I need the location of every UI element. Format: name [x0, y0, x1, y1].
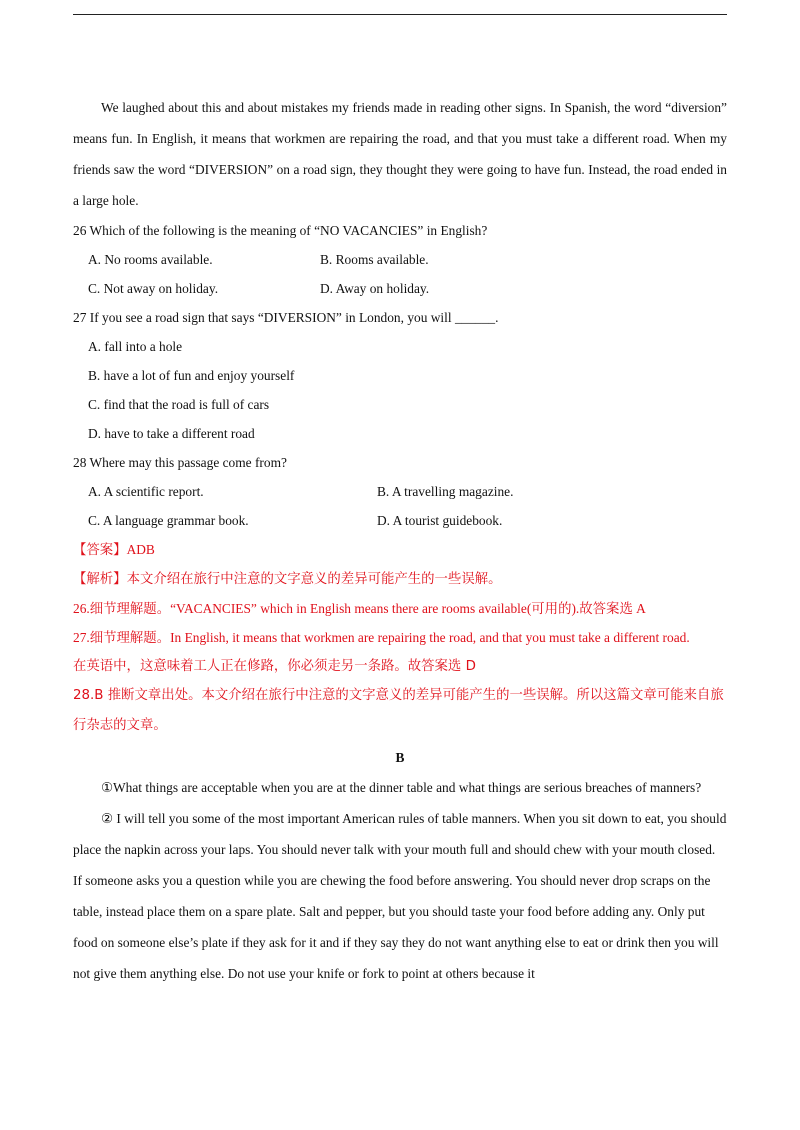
- question-26: [73, 216, 727, 303]
- option-b: B. A travelling magazine.: [377, 484, 514, 499]
- option-a: A. A scientific report.: [88, 484, 204, 499]
- section-b-paragraph-2: ② I will tell you some of the most important American rules of table manners. When you sit down to eat, you should place the napkin across your laps. You should never talk with your mouth full and should chew with your mouth closed. If someone asks you a question while you are chewing the food before answering. You should never drop scraps on the table, instead place them on a spare plate. Salt and pepper, but you should taste your food before adding any. Only put food on someone else’s plate if they ask for it and if they say they do not want anything else to eat or drink then you will not give them anything else. Do not use your knife or fork to point at others because it: [73, 811, 727, 981]
- analysis-q26: 26.细节理解题。“VACANCIES” which in English means there are rooms available(可用的).故答案选 A: [73, 601, 646, 616]
- section-heading: B: [395, 750, 405, 765]
- option-c: C. Not away on holiday.: [88, 281, 219, 296]
- analysis-q28: 28.B 推断文章出处。本文介绍在旅行中注意的文字意义的差异可能产生的一些误解。所以这篇文章可能来自旅行杂志的文章。: [73, 688, 724, 733]
- question-27: [73, 303, 727, 448]
- option-b: B. have a lot of fun and enjoy yourself: [88, 368, 295, 383]
- option-d: D. have to take a different road: [88, 426, 255, 441]
- option-row: [73, 506, 727, 535]
- option-row: [73, 245, 727, 274]
- header-rule: [73, 14, 727, 15]
- answer-label: 【答案】: [73, 543, 127, 558]
- option-b: B. Rooms available.: [320, 252, 429, 267]
- document-page: [73, 92, 727, 989]
- analysis-summary: 本文介绍在旅行中注意的文字意义的差异可能产生的一些误解。: [126, 572, 502, 587]
- analysis-label: 【解析】: [73, 572, 127, 587]
- option-d: D. Away on holiday.: [320, 281, 430, 296]
- section-b-paragraph-1: ①What things are acceptable when you are at the dinner table and what things are serious breaches of manners?: [101, 780, 702, 795]
- question-text: 28 Where may this passage come from?: [73, 455, 287, 470]
- question-28: [73, 448, 727, 535]
- option-c: C. find that the road is full of cars: [88, 397, 270, 412]
- analysis-line: [73, 565, 727, 594]
- option-c: C. A language grammar book.: [88, 513, 249, 528]
- analysis-q27-cn: 在英语中，这意味着工人正在修路，你必须走另一条路。故答案选 D: [73, 659, 476, 674]
- option-row: [73, 477, 727, 506]
- option-a: A. fall into a hole: [88, 339, 183, 354]
- question-text: 27 If you see a road sign that says “DIVERSION” in London, you will ______.: [73, 310, 499, 325]
- answer-value: ADB: [126, 542, 155, 557]
- option-a: A. No rooms available.: [88, 252, 213, 267]
- option-row: [73, 274, 727, 303]
- passage-paragraph: We laughed about this and about mistakes my friends made in reading other signs. In Spanish, the word “diversion” means fun. In English, it means that workmen are repairing the road, and that you must take a different road. When my friends saw the word “DIVERSION” on a road sign, they thought they were going to have fun. Instead, the road ended in a large hole.: [73, 100, 727, 208]
- analysis-q27-en: 27.细节理解题。In English, it means that workmen are repairing the road, and that you must take a different road.: [73, 630, 690, 645]
- answer-line: [73, 535, 727, 565]
- question-text: 26 Which of the following is the meaning of “NO VACANCIES” in English?: [73, 223, 488, 238]
- option-d: D. A tourist guidebook.: [377, 513, 503, 528]
